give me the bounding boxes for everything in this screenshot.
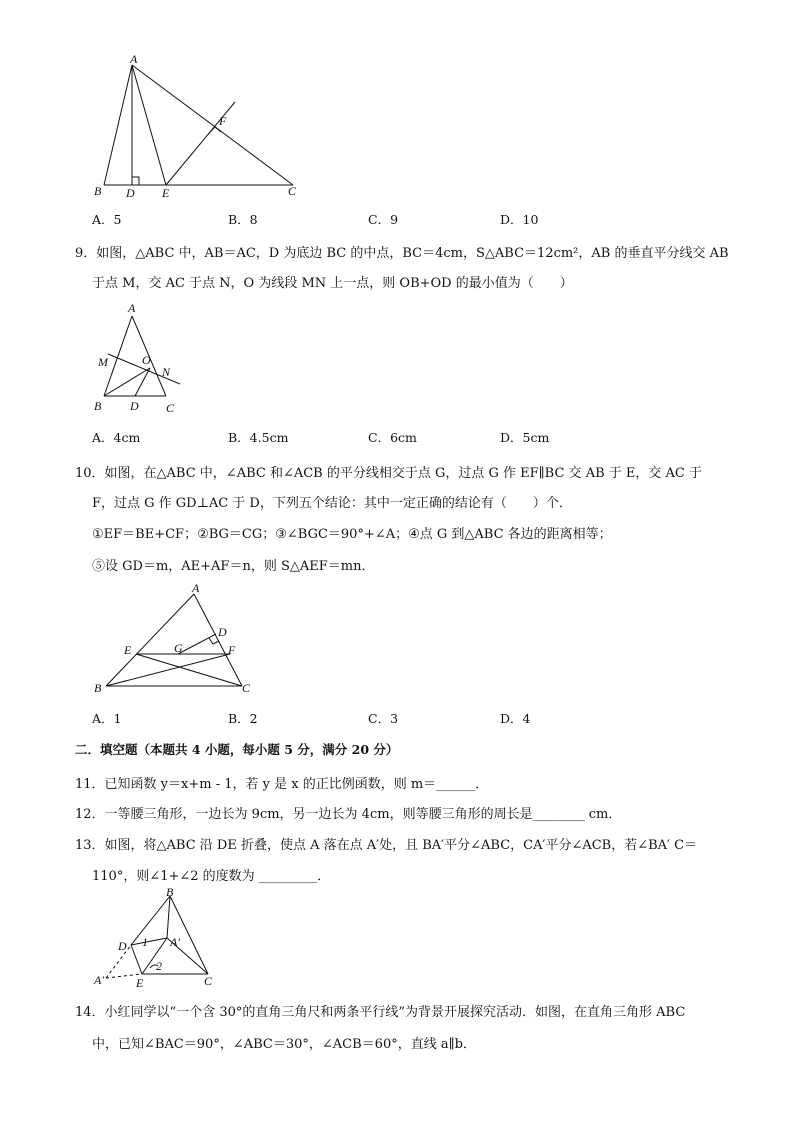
- q9-stem-line2: 于点 M，交 AC 于点 N，O 为线段 MN 上一点，则 OB+OD 的最小值为（ ）: [92, 276, 573, 291]
- q10-label-A: A: [192, 581, 200, 595]
- q11-text: 11．已知函数 y＝x+m - 1，若 y 是 x 的正比例函数，则 m＝______．: [75, 777, 489, 792]
- q10-label-B: B: [94, 681, 102, 695]
- q10-options: [92, 709, 712, 729]
- q12-text: 12．一等腰三角形，一边长为 9cm，另一边长为 4cm，则等腰三角形的周长是________ cm．: [75, 807, 622, 822]
- q13-label-D: D: [118, 939, 127, 953]
- q10-label-F: F: [228, 643, 236, 657]
- q10-label-C: C: [242, 681, 251, 695]
- section-2-heading: 二．填空题（本题共 4 小题，每小题 5 分，满分 20 分）: [75, 742, 399, 757]
- q9-option-b[interactable]: B．4.5cm: [228, 430, 289, 445]
- q9-label-N: N: [162, 365, 171, 379]
- q9-label-C: C: [166, 401, 175, 415]
- q9-label-O: O: [142, 353, 151, 367]
- q14-stem-line2: 中，已知∠BAC＝90°，∠ABC＝30°，∠ACB＝60°，直线 a∥b．: [92, 1037, 476, 1052]
- q13-figure: [90, 886, 220, 991]
- q8-option-b[interactable]: B．8: [228, 212, 258, 227]
- q10-stem-line1: 10．如图，在△ABC 中，∠ABC 和∠ACB 的平分线相交于点 G，过点 G 作 EF∥BC 交 AB 于 E，交 AC 于: [75, 466, 702, 481]
- q13-label-angle2: 2: [156, 959, 162, 973]
- q13-label-B: B: [166, 886, 174, 899]
- q9-triangle-diagram: [90, 298, 200, 420]
- q8-label-A: A: [130, 55, 138, 66]
- q8-option-d[interactable]: D．10: [500, 212, 539, 227]
- q8-figure: [90, 55, 310, 200]
- q8-label-C: C: [288, 184, 297, 198]
- q8-triangle-diagram: [90, 55, 310, 200]
- q10-label-D: D: [218, 625, 227, 639]
- q9-label-D: D: [130, 399, 139, 413]
- q10-option-b[interactable]: B．2: [228, 711, 258, 726]
- q8-label-E: E: [162, 186, 170, 200]
- q10-figure: [90, 580, 260, 698]
- q8-option-a[interactable]: A．5: [92, 212, 122, 227]
- q9-label-M: M: [98, 355, 108, 369]
- q9-option-c[interactable]: C．6cm: [368, 430, 417, 445]
- q8-options: [92, 210, 712, 230]
- q13-label-E: E: [136, 976, 144, 990]
- q10-option-c[interactable]: C．3: [368, 711, 399, 726]
- q13-label-A-original: A′: [94, 973, 104, 987]
- q9-option-d[interactable]: D．5cm: [500, 430, 550, 445]
- q10-statement-line4: ⑤设 GD＝m，AE+AF＝n，则 S△AEF＝mn．: [92, 559, 375, 574]
- q9-options: [92, 428, 712, 448]
- q10-stem-line2: F，过点 G 作 GD⊥AC 于 D，下列五个结论：其中一定正确的结论有（ ）个．: [92, 496, 572, 511]
- q9-stem-line1: 9．如图，△ABC 中，AB＝AC，D 为底边 BC 的中点，BC＝4cm，S△ABC＝12cm²，AB 的垂直平分线交 AB: [75, 246, 729, 261]
- q10-option-a[interactable]: A．1: [92, 711, 122, 726]
- q8-option-c[interactable]: C．9: [368, 212, 399, 227]
- q13-fold-diagram: [90, 886, 220, 991]
- q9-figure: [90, 298, 200, 420]
- q9-label-B: B: [94, 399, 102, 413]
- q10-option-d[interactable]: D．4: [500, 711, 531, 726]
- q13-label-C: C: [204, 974, 213, 988]
- q9-option-a[interactable]: A．4cm: [92, 430, 141, 445]
- q13-stem-line1: 13．如图，将△ABC 沿 DE 折叠，使点 A 落在点 A′处，且 BA′平分∠ABC，CA′平分∠ACB，若∠BA′ C＝: [75, 838, 698, 853]
- q8-label-B: B: [94, 184, 102, 198]
- q10-triangle-diagram: [90, 580, 260, 698]
- q9-label-A: A: [128, 301, 136, 315]
- q13-label-A-prime: A′: [170, 935, 180, 949]
- q14-stem-line1: 14．小红同学以“一个含 30°的直角三角尺和两条平行线”为背景开展探究活动．如图，在直角三角形 ABC: [75, 1005, 686, 1020]
- q10-label-G: G: [174, 641, 183, 655]
- q13-label-angle1: 1: [142, 935, 148, 949]
- q10-label-E: E: [124, 643, 132, 657]
- q8-label-D: D: [126, 186, 135, 200]
- q13-stem-line2: 110°，则∠1+∠2 的度数为 _________．: [92, 869, 331, 884]
- q8-label-F: F: [219, 114, 227, 128]
- q10-statement-line3: ①EF＝BE+CF；②BG＝CG；③∠BGC＝90°+∠A；④点 G 到△ABC 各边的距离相等；: [92, 527, 612, 542]
